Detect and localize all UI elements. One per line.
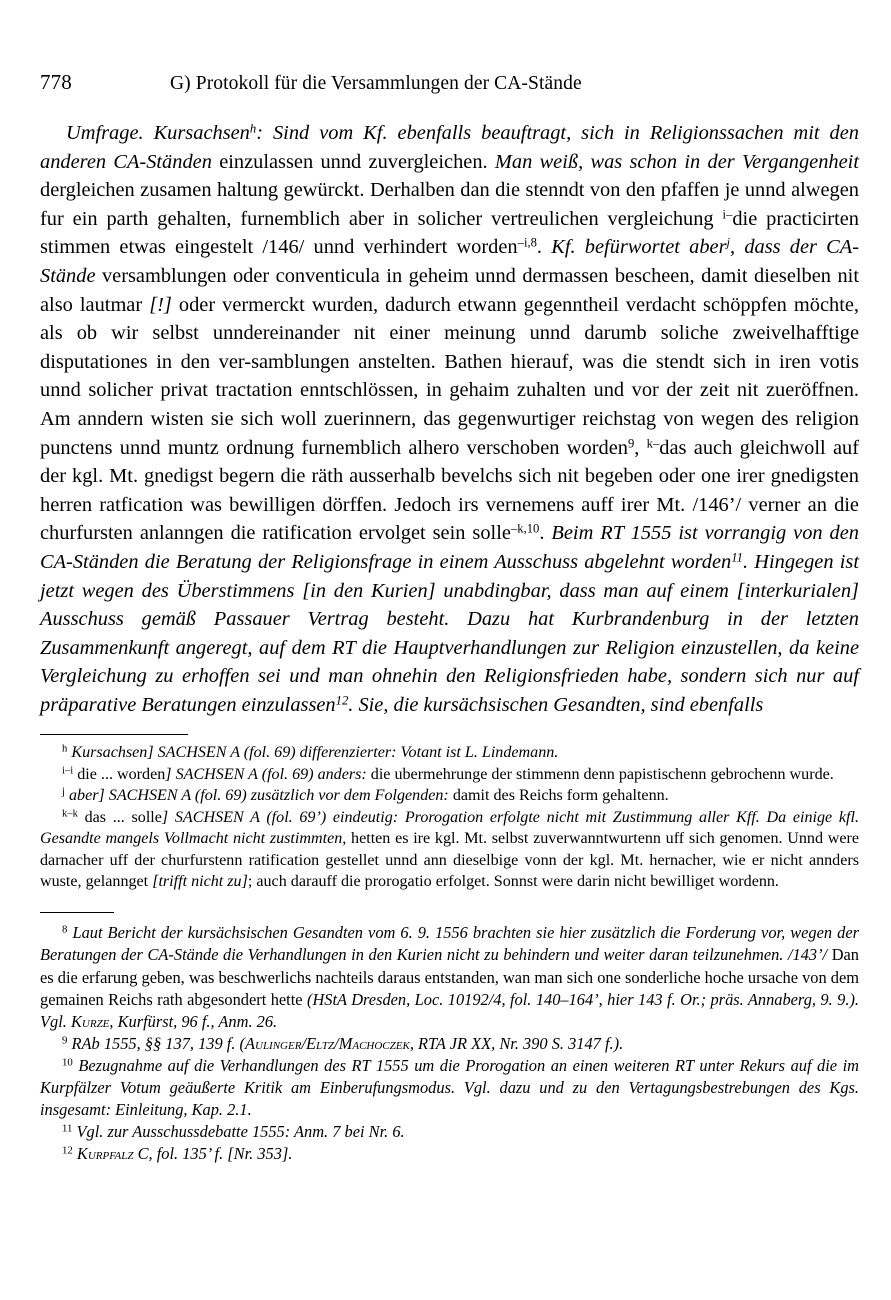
italic-text: , RTA JR XX, Nr. 390 S. 3147 f.). (409, 1033, 624, 1053)
footnote-marker: 8 (62, 923, 68, 936)
italic-text: aber] SACHSEN A (fol. 69) zusätzlich vor dem Folgenden: (68, 787, 453, 805)
italic-text: , Kurfürst, 96 f., Anm. 26. (109, 1011, 278, 1031)
reference-marker: j (726, 235, 731, 250)
italic-text: , dass der CA-Stände (40, 236, 860, 287)
apparatus-marker: h (62, 744, 68, 756)
apparatus-entry (40, 764, 859, 785)
italic-text: Kursachsen] SACHSEN A (fol. 69) differenzierter: Votant ist L. Lindemann. (71, 744, 559, 762)
footnote-separator-rule (40, 912, 114, 913)
italic-text: Beim RT 1555 ist vorrangig von den CA-Ständen die Beratung der Religionsfrage in einem Ausschuss abgelehnt worden (40, 522, 859, 573)
footnote-entries (40, 922, 859, 1165)
main-text-block (40, 119, 859, 719)
footnote-entry (40, 1055, 859, 1121)
roman-text: . (536, 236, 552, 259)
small-caps-name: Kurze (70, 1011, 110, 1031)
italic-text: ] SACHSEN A (fol. 69’) eindeutig: Prorogation erfolgte nicht mit Zustimmung aller Kff. Da einige kfl. Gesandte mangels Vollmacht nicht zustimmten, (40, 808, 859, 848)
footnote-entry (40, 1143, 859, 1165)
roman-text: . (539, 522, 552, 545)
italic-text: . Hingegen ist jetzt wegen des Überstimmens [in den Kurien] unabdingbar, dass man auf einem [interkurialen] Ausschuss gemäß Passauer Vertrag besteht. Dazu hat Kurbrandenburg in der letzten Zusammenkunft angeregt, auf dem RT die Hauptverhandlungen zur Religion einzustellen, da keine Vergleichung zu erhoffen sei und man ohnehin den Religionsfrieden habe, sondern sich nur auf präparative Beratungen einzulassen (40, 550, 859, 716)
reference-marker: 11 (731, 550, 743, 565)
reference-marker: i– (722, 207, 733, 222)
reference-marker: –k,10 (510, 521, 540, 536)
roman-text: die practicirten stimmen etwas eingestelt /146/ unnd verhindert worden (40, 207, 860, 259)
small-caps-name: Aulinger/Eltz/Machoczek (244, 1033, 410, 1053)
roman-text: die ... worden (77, 765, 166, 783)
apparatus-marker: k–k (62, 808, 78, 820)
italic-text: Kf. befürwortet aber (551, 236, 727, 259)
reference-marker: –i,8 (517, 235, 537, 250)
italic-text: . Sie, die kursächsischen Gesandten, sind ebenfalls (348, 693, 764, 716)
apparatus-separator-rule (40, 734, 188, 735)
footnote-entry (40, 922, 859, 1032)
italic-text: RAb 1555, §§ 137, 139 f. ( (71, 1033, 245, 1053)
roman-text: oder vermerckt wurden, dadurch etwann gegenntheil verdacht schöppfen möchte, als ob wir selbst unndereinander nit einer meinung unnd darumb soliche zweivelhafftige disputationes in den ver-samblungen anstelten. Bathen hierauf, was die stendt sich in iren votis unnd solicher privat tractation enntschlössen, in gehaim zuhalten und vor der zeit nit zueröffnen. Am anndern wisten sie sich woll zuerinnern, das gegenwurtiger reichstag von wegen des religion punctens unnd muntz ordnung furnemblich alhero verschoben worden (40, 293, 860, 459)
roman-text: einzulassen unnd zuvergleichen. (219, 150, 495, 173)
reference-marker: h (249, 121, 257, 136)
italic-text: [trifft nicht zu] (152, 872, 248, 890)
apparatus-entries (40, 742, 859, 892)
body-paragraph (40, 119, 859, 719)
roman-text: versamblungen oder conventicula in geheim unnd dermassen bescheen, damit dieselben nit also lautmar (40, 264, 859, 316)
italic-text: Laut Bericht der kursächsischen Gesandten vom 6. 9. 1556 brachten sie hier zusätzlich die Forderung vor, wegen der Beratungen der CA-Stände die Verhandlungen in den Kurien nicht zu behindern und weiter daran teilzunehmen. /143’/ (40, 923, 859, 965)
footnote-marker: 11 (62, 1122, 73, 1135)
footnote-entry (40, 1033, 859, 1055)
italic-text: Umfrage. Kursachsen (66, 122, 250, 144)
roman-text: , (634, 436, 647, 459)
page-number: 778 (40, 70, 72, 94)
roman-text: dergleichen zusamen haltung gewürckt. Derhalben dan die stenndt von den pfaffen je unnd alwegen fur ein parth gehalten, furnemblich aber in solicher vertreulichen vergleichung (40, 179, 859, 230)
roman-text: das auch gleichwoll auf der kgl. Mt. gnedigst begern die räth ausserhalb bevelchs sich nit begeben oder one irer gnedigsten herren ratfication was bewilligen dörffen. Jedoch irs vernemens auff irer Mt. /146’/ verner an die churfursten anlanngen die ratification ervolget sein solle (40, 436, 859, 545)
roman-text: ; auch darauff die prorogatio erfolget. Sonnst were darin nicht bewilliget wordenn. (247, 872, 779, 890)
italic-text: [!] (149, 293, 172, 316)
roman-text: die ubermehrunge der stimmenn denn papistischenn gebrochenn wurde. (370, 765, 834, 783)
italic-text: ] SACHSEN A (fol. 69) anders: (165, 765, 371, 783)
reference-marker: k– (646, 435, 660, 450)
footnote-marker: 12 (62, 1144, 73, 1157)
apparatus-marker: i–i (62, 765, 74, 777)
running-head (40, 70, 859, 100)
italic-text: C, fol. 135’ f. [Nr. 353]. (133, 1144, 293, 1164)
apparatus-entry (40, 807, 859, 893)
running-head-title: G) Protokoll für die Versammlungen der CA-Stände (170, 73, 582, 94)
italic-text: Man weiß, was schon in der Vergangenheit (494, 150, 859, 173)
italic-text: Vgl. zur Ausschussdebatte 1555: Anm. 7 bei Nr. 6. (76, 1122, 405, 1142)
italic-text: Bezugnahme auf die Verhandlungen des RT 1555 um die Prorogation an einen weiteren RT unter Rekurs auf die im Kurpfälzer Votum geäußerte Kritik am Einberufungsmodus. Vgl. dazu und zu den Vertagungsbestrebungen des Kgs. insgesamt: Einleitung, Kap. 2.1. (40, 1055, 859, 1120)
footnote-marker: 9 (62, 1034, 68, 1047)
roman-text: hetten es ire kgl. Mt. selbst zuverwanntwurtenn uff sich genomen. Unnd were darnacher uff der churfurstenn ratification gestellet unnd ann dieselbige vonn der kgl. Mt. hernacher, wie er nicht annders wuste, gelannget (40, 830, 859, 890)
reference-marker: 9 (627, 435, 635, 450)
small-caps-name: Kurpfalz (76, 1144, 134, 1164)
apparatus-entry (40, 742, 859, 763)
roman-text: das ... solle (84, 808, 162, 826)
critical-apparatus-block (40, 742, 859, 892)
roman-text: damit des Reichs form gehaltenn. (452, 787, 669, 805)
footnote-marker: 10 (62, 1056, 73, 1069)
italic-text: (HStA Dresden, Loc. 10192/4, fol. 140–164’, hier 143 f. Or.; präs. Annaberg, 9. 9.). Vgl. (40, 989, 859, 1031)
italic-text: : Sind vom Kf. ebenfalls beauftragt, sich in Religionssachen mit den anderen CA-Ständen (40, 122, 859, 173)
footnote-entry (40, 1121, 859, 1143)
apparatus-entry (40, 785, 859, 806)
roman-text: Dan es die erfarung geben, was beschwerlichs nachteils daraus entstanden, wan man sich one sonderliche hoche ursache von dem gemainen Reichs rath abgesondert hette (40, 945, 859, 1009)
reference-marker: 12 (335, 693, 349, 708)
apparatus-marker: j (62, 786, 65, 798)
footnotes-block (40, 922, 859, 1165)
